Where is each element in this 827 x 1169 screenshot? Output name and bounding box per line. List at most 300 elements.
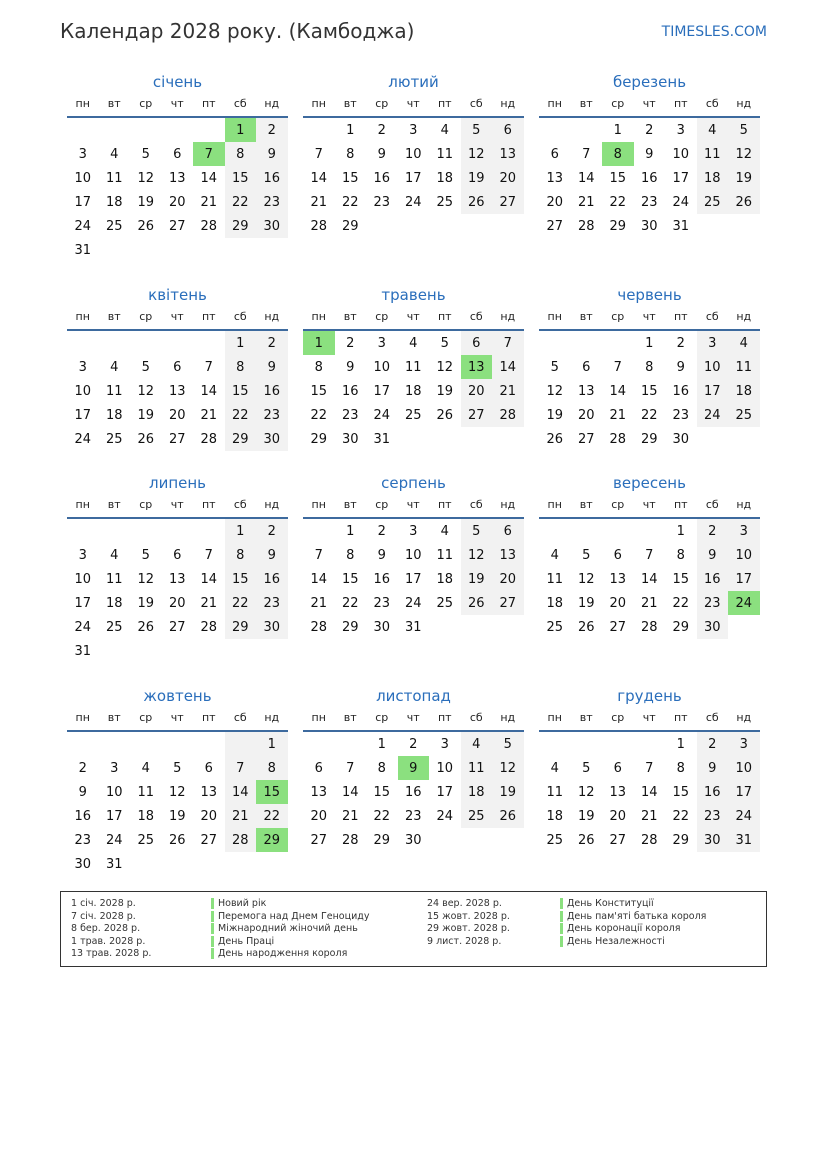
day-cell: 21 [640,596,658,611]
day-cell: 25 [105,620,123,635]
day-cell: 9 [697,756,729,780]
day-cell: 21 [577,195,595,210]
empty-day-cell [634,732,666,756]
week-row [67,214,288,238]
day-cell: 29 [341,219,359,234]
empty-day-cell [634,519,666,543]
day-cell: 10 [74,384,92,399]
day-cell: 4 [728,331,760,355]
day-cell: 20 [577,408,595,423]
day-cell: 4 [697,118,729,142]
day-cell: 3 [409,524,418,539]
week-row [67,852,288,876]
legend-date: 1 трав. 2028 р. [71,935,146,947]
week-row [303,214,524,238]
empty-day-cell [99,331,131,355]
day-cell: 4 [110,147,119,162]
weekday-header [303,98,524,118]
weekday-header [539,499,760,519]
day-cell: 15 [672,785,690,800]
month-block [539,286,760,451]
day-cell: 17 [728,780,760,804]
month-name: січень [152,73,203,91]
empty-day-cell [398,427,430,451]
weekday-label: ср [139,310,153,323]
day-cell: 16 [256,379,288,403]
day-cell: 16 [373,171,391,186]
day-cell: 13 [492,543,524,567]
week-row [539,567,760,591]
day-cell: 24 [404,596,422,611]
weekday-label: чт [406,97,420,110]
day-cell: 4 [141,761,150,776]
week-row [67,331,288,355]
day-cell: 6 [173,360,182,375]
day-cell: 5 [440,336,449,351]
day-cell: 29 [225,214,257,238]
day-cell: 13 [168,572,186,587]
week-row [539,427,760,451]
day-cell: 5 [582,548,591,563]
empty-day-cell [366,214,398,238]
day-cell: 22 [373,809,391,824]
empty-day-cell [130,238,162,262]
day-cell: 27 [168,432,186,447]
day-cell: 14 [310,171,328,186]
day-cell: 25 [105,219,123,234]
month-name: лютий [388,73,439,91]
month-name: серпень [381,474,446,492]
empty-day-cell [225,852,257,876]
day-cell: 13 [200,785,218,800]
empty-day-cell [539,118,571,142]
day-cell: 5 [141,360,150,375]
day-cell: 7 [492,331,524,355]
day-cell: 17 [74,408,92,423]
legend-right-names [560,898,706,948]
day-cell: 27 [461,403,493,427]
weekday-label: чт [406,498,420,511]
day-cell: 11 [105,572,123,587]
empty-day-cell [697,214,729,238]
empty-day-cell [303,519,335,543]
empty-day-cell [162,639,194,663]
day-cell: 7 [314,548,323,563]
day-cell: 1 [256,732,288,756]
day-cell: 5 [582,761,591,776]
empty-day-cell [571,519,603,543]
day-cell: 22 [225,190,257,214]
day-cell: 20 [168,195,186,210]
empty-day-cell [193,519,225,543]
day-cell: 11 [546,785,564,800]
day-cell: 4 [409,336,418,351]
day-cell: 9 [346,360,355,375]
day-cell: 22 [341,596,359,611]
empty-day-cell [602,732,634,756]
empty-day-cell [492,214,524,238]
weekday-label: ср [611,97,625,110]
weekday-label: ср [611,498,625,511]
week-row [303,331,524,355]
day-cell: 15 [310,384,328,399]
week-row [67,567,288,591]
day-cell: 30 [404,833,422,848]
week-row [539,828,760,852]
day-cell: 18 [728,379,760,403]
month-block [303,474,524,639]
weekday-label: ср [375,498,389,511]
month-name: травень [381,286,446,304]
empty-day-cell [130,639,162,663]
day-cell: 24 [74,219,92,234]
day-cell: 14 [200,384,218,399]
empty-day-cell [225,639,257,663]
day-cell: 4 [110,360,119,375]
month-block [303,687,524,852]
day-cell: 1 [676,737,685,752]
day-cell: 20 [609,596,627,611]
weekday-label: пн [547,498,562,511]
day-cell: 17 [105,809,123,824]
day-cell: 24 [74,620,92,635]
day-cell: 6 [173,147,182,162]
day-cell: 21 [200,195,218,210]
day-cell: 3 [409,123,418,138]
legend-holiday-name: День коронації короля [560,923,680,934]
empty-day-cell [728,427,760,451]
weekday-header [539,311,760,331]
day-cell: 16 [672,384,690,399]
weekday-label: чт [642,498,656,511]
empty-day-cell [99,639,131,663]
day-cell: 10 [404,548,422,563]
empty-day-cell [193,238,225,262]
day-cell: 25 [546,833,564,848]
month-block [67,687,288,876]
day-cell: 19 [728,166,760,190]
day-cell: 28 [492,403,524,427]
legend-left-names [211,898,369,961]
day-cell: 26 [436,408,454,423]
month-name: березень [612,73,687,91]
day-cell: 29 [225,427,257,451]
empty-day-cell [193,639,225,663]
day-cell: 19 [137,408,155,423]
day-cell: 18 [436,572,454,587]
month-block [539,687,760,852]
month-block [539,73,760,238]
day-cell: 29 [609,219,627,234]
day-cell: 27 [577,432,595,447]
day-cell: 19 [461,567,493,591]
weekday-label: сб [233,310,247,323]
day-cell: 28 [200,620,218,635]
day-cell: 28 [310,219,328,234]
weekday-label: чт [642,711,656,724]
day-cell: 29 [341,620,359,635]
weekday-label: ср [139,97,153,110]
day-cell: 12 [461,543,493,567]
day-cell: 14 [200,572,218,587]
empty-day-cell [539,732,571,756]
day-cell: 12 [168,785,186,800]
day-cell: 27 [168,219,186,234]
day-cell: 5 [461,519,493,543]
day-cell: 6 [204,761,213,776]
week-row [539,780,760,804]
day-cell: 12 [436,360,454,375]
month-name: грудень [617,687,682,705]
day-cell: 16 [373,572,391,587]
day-cell: 26 [577,620,595,635]
day-cell: 10 [697,355,729,379]
day-cell: 17 [697,379,729,403]
weekday-label: пт [437,97,452,110]
day-cell: 7 [193,142,225,166]
weekday-label: сб [705,97,719,110]
day-cell: 3 [697,331,729,355]
day-cell: 21 [341,809,359,824]
day-cell: 14 [310,572,328,587]
weekday-label: нд [736,97,752,110]
empty-day-cell [697,427,729,451]
day-cell: 7 [645,548,654,563]
day-cell: 23 [672,408,690,423]
weekday-label: нд [736,711,752,724]
empty-day-cell [162,238,194,262]
day-cell: 28 [200,219,218,234]
day-cell: 23 [341,408,359,423]
legend-holiday-name: День Незалежності [560,936,665,947]
day-cell: 3 [377,336,386,351]
day-cell: 11 [728,355,760,379]
day-cell: 28 [341,833,359,848]
weekday-label: пн [75,498,90,511]
day-cell: 8 [602,142,634,166]
legend-holiday-name: День Праці [211,936,274,947]
day-cell: 12 [137,171,155,186]
week-row [539,118,760,142]
day-cell: 23 [256,190,288,214]
legend-date: 24 вер. 2028 р. [427,898,502,909]
day-cell: 5 [550,360,559,375]
day-cell: 13 [492,142,524,166]
week-row [539,190,760,214]
weekday-label: вт [579,97,593,110]
day-cell: 29 [672,833,690,848]
week-row [303,543,524,567]
week-row [67,379,288,403]
day-cell: 18 [105,596,123,611]
weekday-label: пт [673,498,688,511]
empty-day-cell [193,852,225,876]
weekday-label: вт [579,498,593,511]
day-cell: 3 [110,761,119,776]
weekday-label: пн [75,310,90,323]
day-cell: 1 [225,118,257,142]
day-cell: 1 [645,336,654,351]
day-cell: 11 [436,147,454,162]
day-cell: 11 [404,360,422,375]
day-cell: 11 [105,384,123,399]
day-cell: 4 [461,732,493,756]
day-cell: 2 [78,761,87,776]
day-cell: 21 [310,195,328,210]
day-cell: 23 [640,195,658,210]
day-cell: 29 [373,833,391,848]
empty-day-cell [571,118,603,142]
day-cell: 24 [373,408,391,423]
week-row [67,166,288,190]
weekday-label: ср [611,711,625,724]
day-cell: 14 [200,171,218,186]
weekday-label: вт [343,310,357,323]
weekday-header [67,499,288,519]
day-cell: 3 [728,732,760,756]
day-cell: 6 [582,360,591,375]
empty-day-cell [539,331,571,355]
month-name: квітень [148,286,207,304]
day-cell: 9 [697,543,729,567]
day-cell: 3 [78,360,87,375]
day-cell: 13 [577,384,595,399]
day-cell: 8 [377,761,386,776]
day-cell: 8 [676,548,685,563]
day-cell: 23 [74,833,92,848]
day-cell: 26 [577,833,595,848]
day-cell: 10 [436,761,454,776]
week-row [303,427,524,451]
day-cell: 18 [546,596,564,611]
empty-day-cell [99,118,131,142]
weekday-label: пн [311,97,326,110]
weekday-label: вт [107,310,121,323]
week-row [539,756,760,780]
day-cell: 23 [373,195,391,210]
day-cell: 5 [461,118,493,142]
weekday-header [539,98,760,118]
day-cell: 28 [640,833,658,848]
day-cell: 22 [256,804,288,828]
day-cell: 30 [256,615,288,639]
weekday-label: сб [469,711,483,724]
day-cell: 30 [256,214,288,238]
weekday-label: пн [311,310,326,323]
day-cell: 2 [256,118,288,142]
legend-date: 7 січ. 2028 р. [71,910,136,922]
day-cell: 8 [346,147,355,162]
day-cell: 24 [404,195,422,210]
weekday-label: нд [500,711,516,724]
day-cell: 10 [728,543,760,567]
day-cell: 9 [645,147,654,162]
day-cell: 4 [110,548,119,563]
weekday-header [303,311,524,331]
week-row [303,780,524,804]
day-cell: 22 [672,809,690,824]
weekday-label: пт [673,711,688,724]
week-row [303,166,524,190]
weekday-label: пт [201,711,216,724]
day-cell: 19 [461,166,493,190]
day-cell: 27 [492,591,524,615]
day-cell: 25 [137,833,155,848]
legend-holiday-name: Міжнародний жіночий день [211,923,358,934]
day-cell: 27 [492,190,524,214]
day-cell: 3 [440,737,449,752]
weekday-header [303,712,524,732]
day-cell: 22 [609,195,627,210]
day-cell: 11 [461,756,493,780]
day-cell: 9 [78,785,87,800]
empty-day-cell [130,118,162,142]
day-cell: 15 [672,572,690,587]
week-row [67,118,288,142]
day-cell: 8 [225,355,257,379]
day-cell: 17 [74,596,92,611]
day-cell: 17 [373,384,391,399]
weekday-label: вт [107,97,121,110]
day-cell: 14 [609,384,627,399]
day-cell: 10 [105,785,123,800]
month-block [67,73,288,262]
brand-link[interactable]: TIMESLES.COM [661,24,767,40]
week-row [303,591,524,615]
week-row [67,355,288,379]
day-cell: 9 [256,355,288,379]
week-row [67,543,288,567]
day-cell: 28 [310,620,328,635]
day-cell: 15 [225,379,257,403]
day-cell: 22 [341,195,359,210]
day-cell: 14 [640,785,658,800]
day-cell: 25 [436,195,454,210]
day-cell: 10 [74,572,92,587]
month-name: липень [148,474,207,492]
empty-day-cell [461,615,493,639]
day-cell: 18 [105,408,123,423]
weekday-label: ср [375,97,389,110]
day-cell: 1 [225,519,257,543]
week-row [303,615,524,639]
day-cell: 22 [640,408,658,423]
weekday-label: вт [579,310,593,323]
weekday-label: нд [264,310,280,323]
weekday-label: пт [673,97,688,110]
weekday-label: ср [375,310,389,323]
empty-day-cell [162,118,194,142]
day-cell: 5 [141,548,150,563]
day-cell: 9 [256,543,288,567]
day-cell: 8 [225,142,257,166]
day-cell: 24 [74,432,92,447]
empty-day-cell [193,331,225,355]
day-cell: 26 [728,190,760,214]
day-cell: 4 [440,123,449,138]
week-row [539,804,760,828]
week-row [67,519,288,543]
weekday-label: пт [201,310,216,323]
weekday-header [67,98,288,118]
empty-day-cell [99,732,131,756]
day-cell: 26 [168,833,186,848]
day-cell: 19 [546,408,564,423]
month-block [303,286,524,451]
day-cell: 25 [461,804,493,828]
day-cell: 19 [137,195,155,210]
weekday-label: чт [406,711,420,724]
